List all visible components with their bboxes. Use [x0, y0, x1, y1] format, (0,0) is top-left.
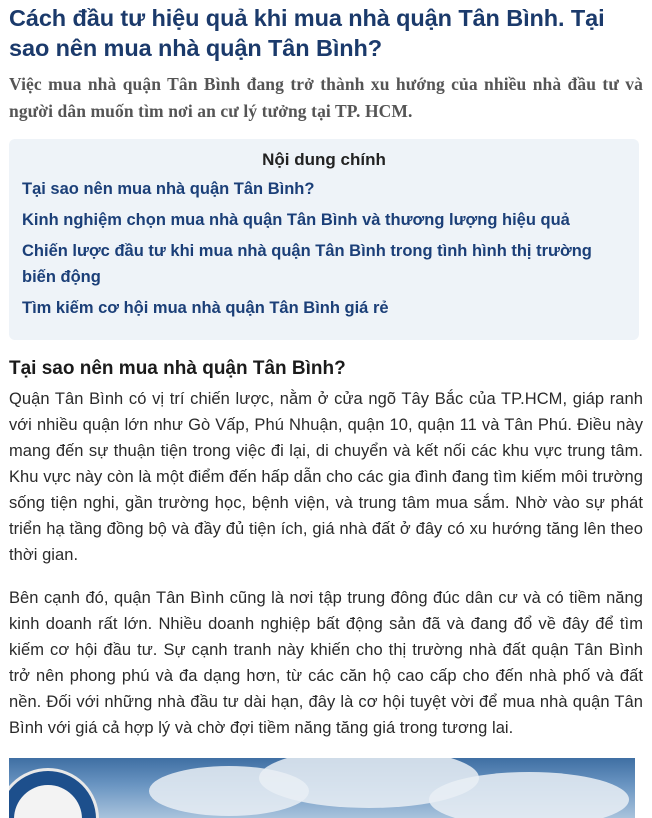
- article-title: Cách đầu tư hiệu quả khi mua nhà quận Tân Bình. Tại sao nên mua nhà quận Tân Bình?: [9, 5, 605, 61]
- company-logo: [9, 768, 99, 818]
- toc-item-buying-experience[interactable]: Kinh nghiệm chọn mua nhà quận Tân Bình và thương lượng hiệu quả: [22, 211, 570, 229]
- toc-item-cheap-opportunities[interactable]: Tìm kiếm cơ hội mua nhà quận Tân Bình giá rẻ: [22, 299, 389, 317]
- toc-item-why-buy[interactable]: Tại sao nên mua nhà quận Tân Bình?: [22, 180, 315, 198]
- section-paragraph: Bên cạnh đó, quận Tân Bình cũng là nơi tập trung đông đúc dân cư và có tiềm năng kinh doanh rất lớn. Nhiều doanh nghiệp bất động sản đã và đang đổ về đây để tìm kiếm cơ hội đầu tư. Sự cạnh tranh này khiến cho thị trường nhà đất quận Tân Bình trở nên phong phú và đa dạng hơn, từ các căn hộ cao cấp cho đến nhà phố và đất nền. Đối với những nhà đầu tư dài hạn, đây là cơ hội tuyệt vời để mua nhà quận Tân Bình với giá cả hợp lý và chờ đợi tiềm năng tăng giá trong tương lai.: [9, 589, 643, 737]
- article-lead: Việc mua nhà quận Tân Bình đang trở thành xu hướng của nhiều nhà đầu tư và người dân muốn tìm nơi an cư lý tưởng tại TP. HCM.: [9, 74, 643, 121]
- article-image: [9, 758, 635, 818]
- toc-item-investment-strategy[interactable]: Chiến lược đầu tư khi mua nhà quận Tân Bình trong tình hình thị trường biến động: [22, 242, 592, 286]
- table-of-contents: [9, 139, 639, 340]
- section-paragraph: Quận Tân Bình có vị trí chiến lược, nằm ở cửa ngõ Tây Bắc của TP.HCM, giáp ranh với nhiều quận lớn như Gò Vấp, Phú Nhuận, quận 10, quận 11 và Tân Phú. Điều này mang đến sự thuận tiện trong việc đi lại, di chuyển và kết nối các khu vực trung tâm. Khu vực này còn là một điểm đến hấp dẫn cho các gia đình đang tìm kiếm môi trường sống tiện nghi, gần trường học, bệnh viện, và trung tâm mua sắm. Nhờ vào sự phát triển hạ tầng đồng bộ và đầy đủ tiện ích, giá nhà đất ở đây có xu hướng tăng lên theo thời gian.: [9, 390, 643, 564]
- toc-title: Nội dung chính: [262, 150, 386, 169]
- section-heading: Tại sao nên mua nhà quận Tân Bình?: [9, 358, 346, 379]
